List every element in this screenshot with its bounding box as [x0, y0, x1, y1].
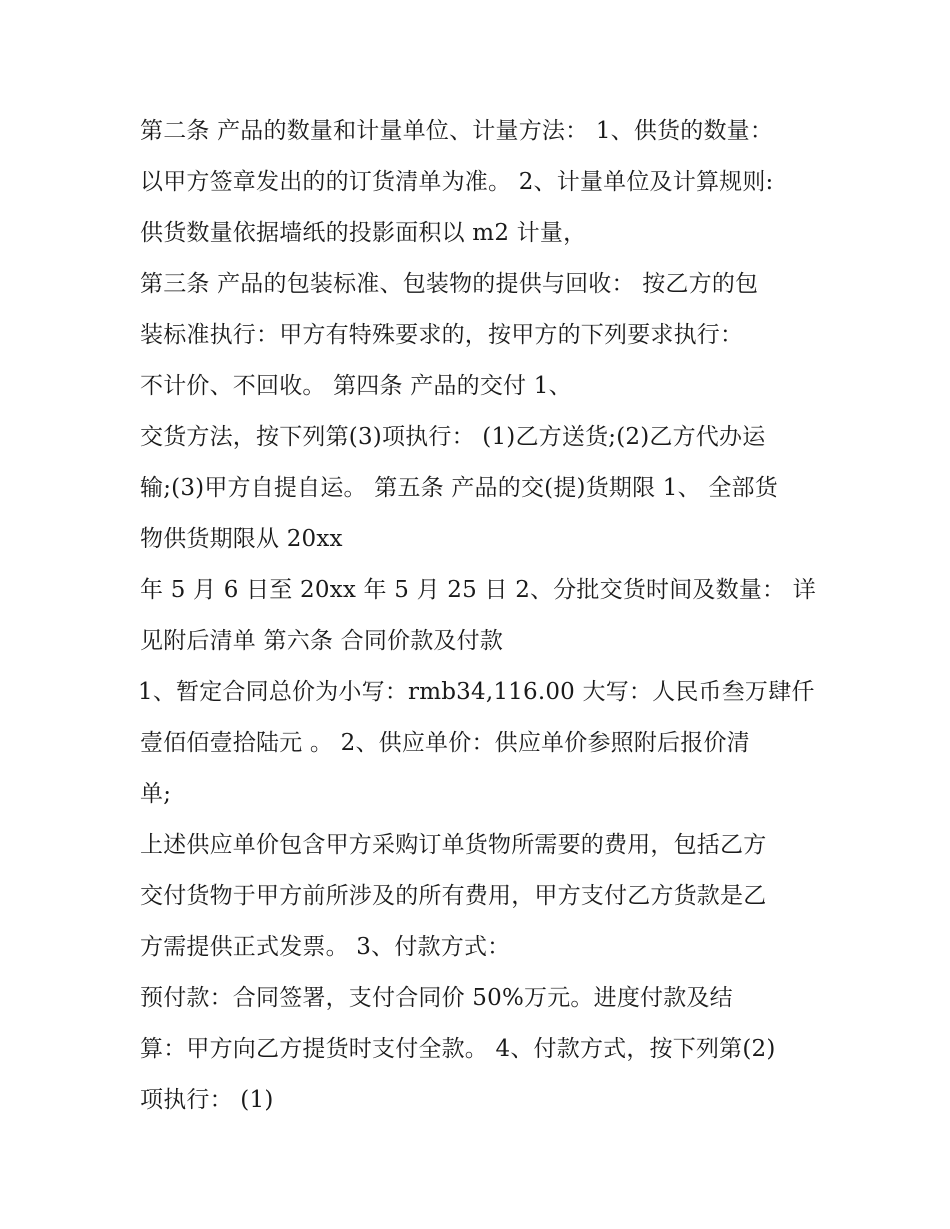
- text-line: 输;(3)甲方自提自运。 第五条 产品的交(提)货期限 1、 全部货: [140, 475, 778, 501]
- text-line: 第三条 产品的包装标准、包装物的提供与回收： 按乙方的包: [140, 271, 759, 297]
- text-line: 不计价、不回收。 第四条 产品的交付 1、: [140, 373, 572, 399]
- text-line: 壹佰佰壹拾陆元 。 2、供应单价：供应单价参照附后报价清: [140, 730, 750, 756]
- text-line: 上述供应单价包含甲方采购订单货物所需要的费用，包括乙方: [140, 832, 767, 858]
- text-line: 见附后清单 第六条 合同价款及付款: [140, 628, 504, 654]
- text-line: 年 5 月 6 日至 20xx 年 5 月 25 日 2、分批交货时间及数量： 详: [140, 577, 816, 603]
- text-line: 项执行： (1): [140, 1087, 274, 1113]
- text-line: 交付货物于甲方前所涉及的所有费用，甲方支付乙方货款是乙: [140, 883, 767, 909]
- text-line: 装标准执行：甲方有特殊要求的，按甲方的下列要求执行：: [140, 322, 744, 348]
- text-line: 算：甲方向乙方提货时支付全款。 4、付款方式，按下列第(2): [140, 1036, 776, 1062]
- text-line: 以甲方签章发出的的订货清单为准。 2、计量单位及计算规则:: [140, 169, 774, 195]
- document-body: [140, 106, 820, 1126]
- text-line: 方需提供正式发票。 3、付款方式：: [140, 934, 511, 960]
- text-line: 物供货期限从 20xx: [140, 526, 343, 552]
- text-line: 供货数量依据墙纸的投影面积以 m2 计量，: [140, 220, 587, 246]
- text-line: 单;: [140, 781, 172, 807]
- text-line: 1、暂定合同总价为小写：rmb34,116.00 大写：人民币叁万肆仟: [138, 679, 815, 705]
- text-line: 交货方法，按下列第(3)项执行： (1)乙方送货;(2)乙方代办运: [140, 424, 766, 450]
- text-line: 第二条 产品的数量和计量单位、计量方法： 1、供货的数量：: [140, 118, 774, 144]
- text-line: 预付款：合同签署，支付合同价 50%万元。进度付款及结: [140, 985, 733, 1011]
